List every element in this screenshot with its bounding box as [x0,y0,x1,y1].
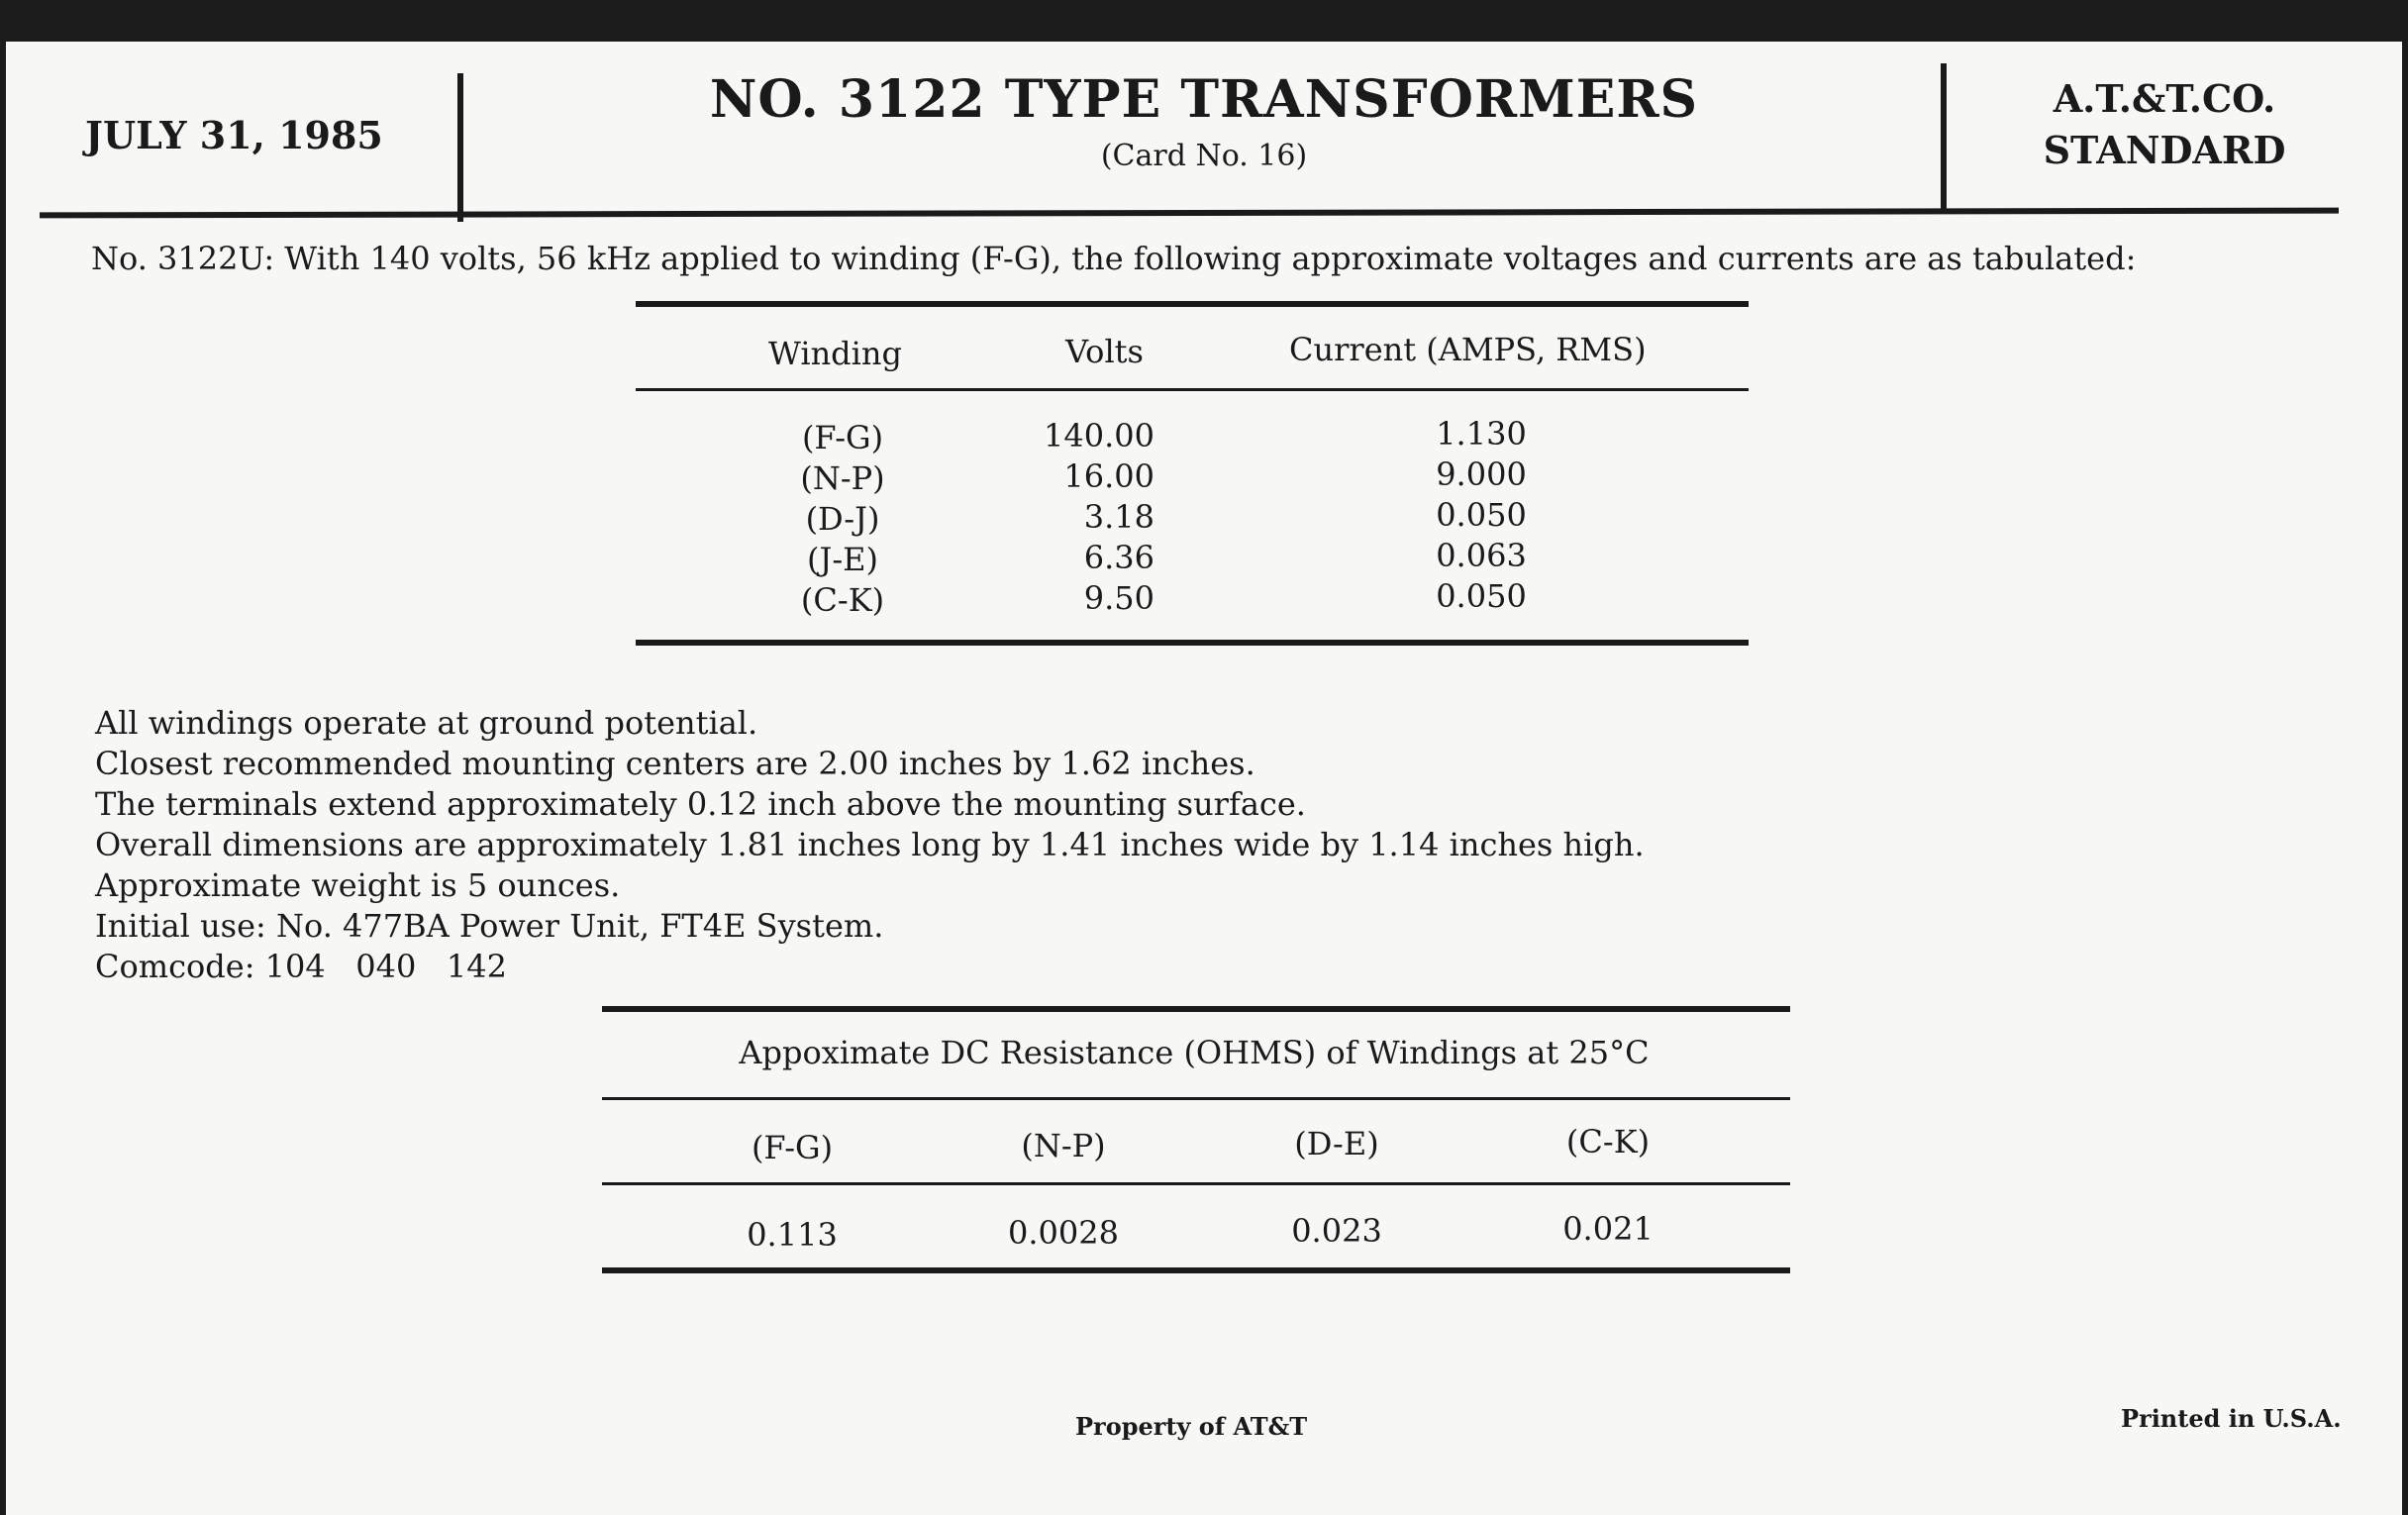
property-notice: Property of AT&T [1075,1412,1308,1441]
table-cell: 0.063 [1436,537,1527,574]
resistance-value-de: 0.023 [1291,1212,1382,1250]
note-line: The terminals extend approximately 0.12 inch above the mounting surface. [95,785,1306,823]
standard-label [1947,73,2382,176]
voltage-table-current-column [1422,414,1541,617]
table-cell: (D-J) [805,500,880,538]
table-cell: 0.050 [1436,496,1527,534]
voltage-table-header-current: Current (AMPS, RMS) [1289,331,1647,368]
table-cell: 6.36 [1083,539,1154,576]
intro-text: No. 3122U: With 140 volts, 56 kHz applied to winding (F-G), the following approximate voltages and currents are as tabulated: [91,240,2137,277]
voltage-table-header-winding: Winding [768,335,902,372]
table-cell: 1.130 [1436,415,1527,453]
table-cell: (J-E) [807,541,878,578]
header-rule [40,208,2339,219]
voltage-table-winding-column [788,418,897,621]
note-line: Approximate weight is 5 ounces. [95,866,621,904]
standard-line-2: STANDARD [2043,128,2286,172]
table-cell: 16.00 [1063,457,1154,495]
resistance-table-bottom-rule [602,1267,1790,1273]
resistance-table-header-rule [602,1182,1790,1185]
resistance-table-top-rule [602,1006,1790,1012]
note-line: Overall dimensions are approximately 1.81 inches long by 1.41 inches wide by 1.14 inches high. [95,826,1645,863]
resistance-table-title-rule [602,1097,1790,1100]
note-line: Initial use: No. 477BA Power Unit, FT4E System. [95,907,884,945]
printed-notice: Printed in U.S.A. [2121,1404,2342,1433]
standard-line-1: A.T.&T.CO. [2053,76,2276,121]
card-title: NO. 3122 TYPE TRANSFORMERS [709,69,1699,130]
voltage-table-top-rule [636,301,1749,307]
resistance-table-title: Appoximate DC Resistance (OHMS) of Windings at 25°C [739,1034,1650,1071]
table-cell: (F-G) [801,419,884,456]
table-cell: (C-K) [800,581,885,619]
table-cell: 140.00 [1044,417,1154,454]
voltage-table-header-volts: Volts [1065,333,1144,370]
card-date: JULY 31, 1985 [85,113,383,157]
reference-card [6,42,2402,1515]
note-line: Comcode: 104 040 142 [95,948,507,985]
voltage-table-header-rule [636,388,1749,391]
card-number: (Card No. 16) [1100,139,1308,173]
table-cell: (N-P) [800,459,885,497]
table-cell: 3.18 [1083,498,1154,536]
resistance-value-ck: 0.021 [1562,1210,1654,1248]
note-line: Closest recommended mounting centers are 2.00 inches by 1.62 inches. [95,745,1255,782]
table-cell: 9.50 [1083,579,1154,617]
resistance-header-fg: (F-G) [751,1129,834,1166]
resistance-header-ck: (C-K) [1565,1123,1651,1161]
resistance-header-de: (D-E) [1294,1125,1379,1162]
specification-notes [95,703,1645,987]
voltage-table-volts-column [1026,416,1154,619]
voltage-table-bottom-rule [636,640,1749,646]
note-line: All windings operate at ground potential. [95,704,758,742]
resistance-header-np: (N-P) [1021,1127,1106,1164]
resistance-value-fg: 0.113 [747,1216,838,1254]
table-cell: 9.000 [1436,455,1527,493]
table-cell: 0.050 [1436,577,1527,615]
resistance-value-np: 0.0028 [1008,1214,1119,1252]
